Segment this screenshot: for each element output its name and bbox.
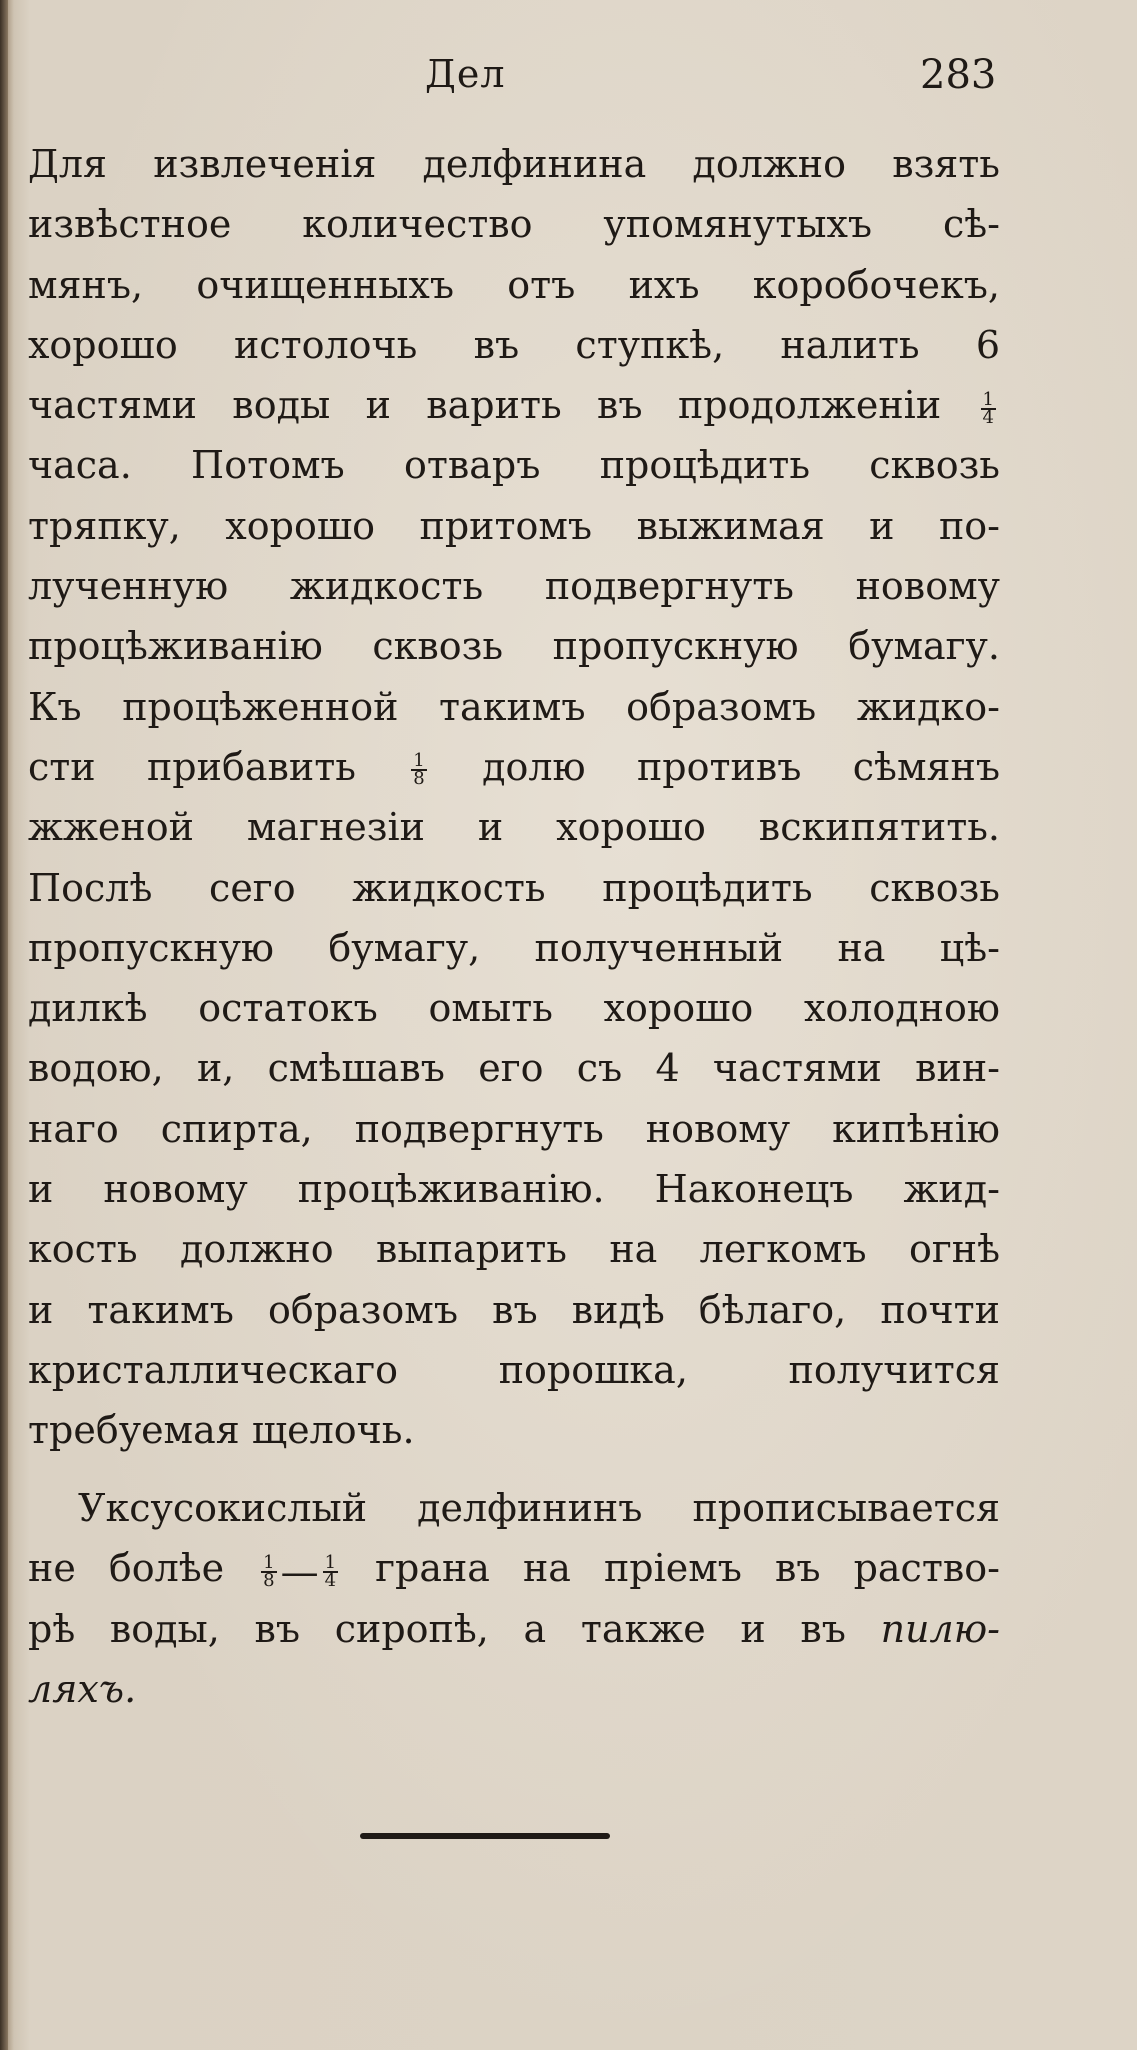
text-line — [28, 1599, 1000, 1659]
text-line: жженой магнезіи и хорошо вскипятить. — [28, 805, 1000, 850]
text-line — [28, 1538, 1000, 1598]
paragraph-extraction — [28, 134, 1000, 1461]
text-line: часа. Потомъ отваръ процѣдить сквозь — [28, 443, 1000, 488]
italic-text: пилю- — [880, 1606, 1000, 1651]
fraction-quarter — [981, 388, 996, 428]
text-segment: рѣ воды, въ сиропѣ, а также и въ — [28, 1606, 846, 1651]
book-spine-shadow — [0, 0, 8, 2050]
fraction-denominator: 4 — [324, 1569, 337, 1591]
text-line: наго спирта, подвергнуть новому кипѣнію — [28, 1106, 1000, 1151]
fraction-quarter — [323, 1551, 338, 1591]
fraction-denominator: 4 — [982, 406, 994, 428]
fraction-denominator: 8 — [413, 768, 425, 790]
section-rule — [360, 1833, 610, 1839]
text-line — [28, 737, 1000, 797]
text-line: Къ процѣженной такимъ образомъ жидко- — [28, 684, 1000, 729]
text-segment: долю противъ сѣмянъ — [482, 744, 1000, 789]
text-line: Для извлеченія делфинина должно взять — [28, 142, 1000, 186]
text-line: хорошо истолочь въ ступкѣ, налить 6 — [28, 322, 1000, 367]
text-line: процѣживанію сквозь пропускную бумагу. — [28, 624, 1000, 669]
text-line: мянъ, очищенныхъ отъ ихъ коробочекъ, — [28, 262, 1000, 307]
text-segment: сти прибавить — [28, 744, 356, 789]
page-header — [0, 52, 1137, 112]
text-line: пропускную бумагу, полученный на цѣ- — [28, 925, 1000, 970]
fraction-numerator: 1 — [413, 750, 425, 772]
italic-text: ляхъ. — [28, 1666, 137, 1711]
text-line: Послѣ сего жидкость процѣдить сквозь — [28, 865, 1000, 910]
text-line: и такимъ образомъ въ видѣ бѣлаго, почти — [28, 1287, 1000, 1332]
fraction-eighth — [261, 1551, 276, 1591]
text-segment: грана на пріемъ въ раство- — [375, 1546, 1000, 1591]
fraction-denominator: 8 — [263, 1569, 275, 1591]
fraction-eighth — [411, 750, 426, 790]
text-line: Уксусокислый делфининъ прописывается — [78, 1486, 1000, 1530]
fraction-numerator: 1 — [324, 1551, 337, 1573]
text-line — [28, 1659, 1000, 1719]
text-line: лученную жидкость подвергнуть новому — [28, 564, 1000, 609]
text-line: извѣстное количество упомянутыхъ сѣ- — [28, 202, 1000, 247]
text-line: водою, и, смѣшавъ его съ 4 частями вин- — [28, 1046, 1000, 1091]
page-number: 283 — [920, 52, 997, 98]
text-segment: частями воды и варить въ продолженіи — [28, 383, 942, 428]
fraction-numerator: 1 — [982, 388, 994, 410]
text-line: дилкѣ остатокъ омыть хорошо холодною — [28, 986, 1000, 1031]
text-line: кристаллическаго порошка, получится — [28, 1347, 1000, 1392]
text-line — [28, 375, 1000, 435]
text-line: требуемая щелочь. — [28, 1408, 415, 1453]
text-line: тряпку, хорошо притомъ выжимая и по- — [28, 503, 1000, 548]
range-dash: — — [280, 1549, 319, 1594]
text-line: и новому процѣживанію. Наконецъ жид- — [28, 1167, 1000, 1212]
text-line: кость должно выпарить на легкомъ огнѣ — [28, 1227, 1000, 1272]
paragraph-dosage — [28, 1478, 1000, 1719]
fraction-numerator: 1 — [263, 1551, 275, 1573]
running-head: Дел — [425, 52, 506, 96]
text-segment: не болѣе — [28, 1546, 225, 1591]
